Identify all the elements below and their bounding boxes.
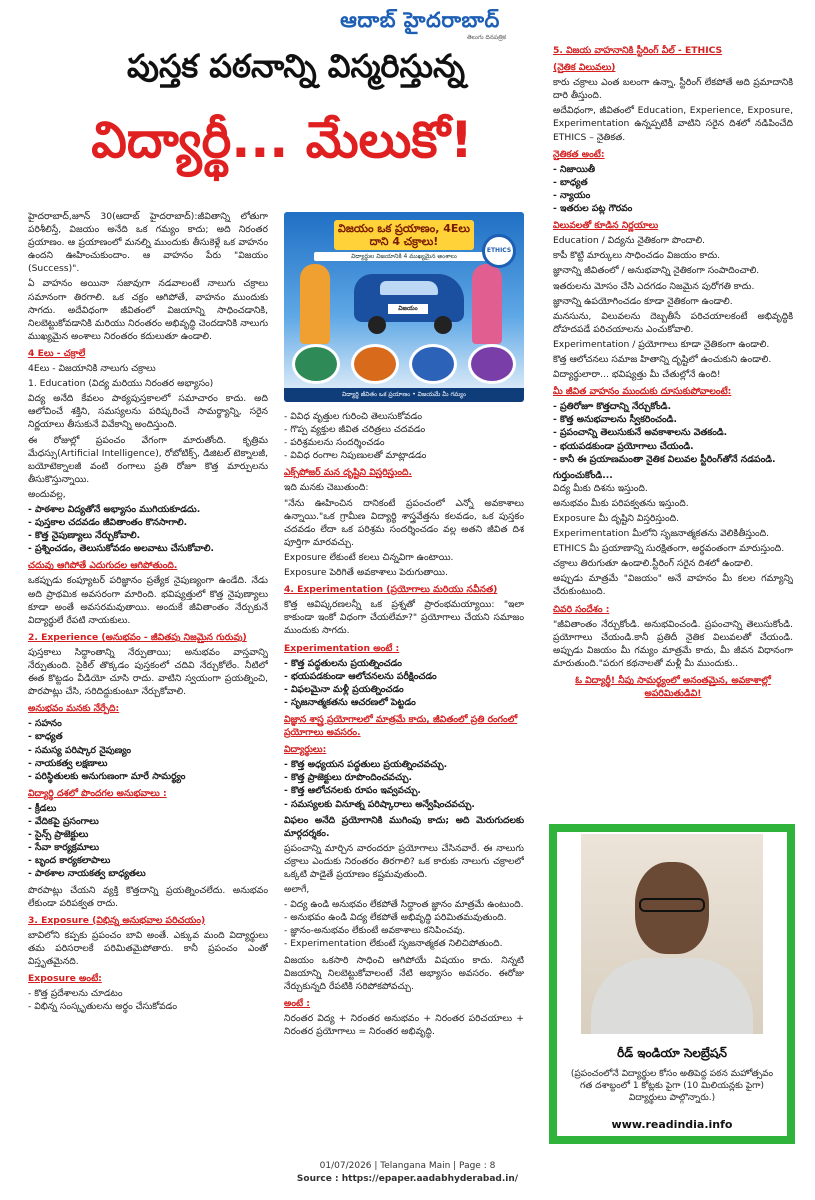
section-heading: చివరి సందేశం : bbox=[553, 603, 610, 615]
section-heading: 5. విజయ వాహనానికి స్టీరింగ్ వీల్ - ETHICS bbox=[553, 45, 723, 56]
list-item: - వేదికపై ప్రసంగాలు bbox=[28, 816, 99, 828]
closing-line: ఓ విద్యార్థీ! నీపు సామర్థ్యంలో అనంతమైన, అవకాశాల్లో అపరిమితుడివి! bbox=[575, 675, 771, 700]
list-item: - భయపడకుండా ఆలోచనలను పరీక్షించడం bbox=[284, 670, 437, 682]
section-heading: 3. Exposure (విభిన్న అనుభవాల పరిచయం) bbox=[28, 914, 206, 926]
author-photo bbox=[581, 834, 763, 1034]
list-item: - కొత్త అధ్యయన పద్ధతులు ప్రయత్నించవచ్చు. bbox=[284, 759, 448, 771]
bullet-list bbox=[284, 898, 524, 950]
list-item: - క్రీడలు bbox=[28, 802, 57, 814]
list-item: - విభిన్న సంస్కృతులను అర్థం చేసుకోవడం bbox=[28, 1001, 177, 1013]
paragraph: Exposure మీ దృష్టిని విస్తరిస్తుంది. bbox=[553, 513, 680, 524]
author-profile-box bbox=[549, 824, 795, 1144]
paragraph: "జీవితాంతం నేర్చుకోండి. అనుభవించండి. ప్రపంచాన్ని తెలుసుకోండి. ప్రయోగాలు చేయండి.కానీ ప్రతిదీ నైతిక విలువలతో చేయండి. అప్పుడు విజయం మీ గమ్యం మాత్రమే కాదు, మీ జీవన విధానంగా మారుతుంది."పరుగ కథనాలతో మళ్లీ మీ ముందుకు.. bbox=[553, 618, 793, 669]
paragraph: కొత్త ఆవిష్కరణలన్నీ ఒక ప్రశ్నతో ప్రారంభమయ్యాయి: "ఇలా కాకుండా ఇంకో విధంగా చేయలేమా?" ప్రయోగాలు చేయని సమాజం ముందుకు సాగదు. bbox=[284, 599, 524, 637]
list-item: - కొత్త ప్రాజెక్టులు రూపొందించవచ్చు. bbox=[284, 772, 412, 784]
section-heading: విద్యార్థులు: bbox=[284, 744, 327, 756]
section-heading: 2. Experience (అనుభవం - జీవితపు నిజమైన గురువు) bbox=[28, 631, 247, 643]
list-item: - Experimentation లేకుంటే సృజనాత్మకత నిలిచిపోతుంది. bbox=[284, 938, 503, 950]
paragraph: Experimentation / ప్రయోగాలు కూడా నైతికంగా ఉండాలి. bbox=[553, 338, 770, 350]
paragraph: ప్రపంచాన్ని మార్చిన వారందరూ ప్రయోగాలు చేసినవారే. ఈ నాలుగు చక్రాలు ఎందుకు నిరంతరం తిరగాలి? ఒక కారుకు నాలుగు చక్రాలలో ఒక్కటి పాడైతే ప్రయాణం కష్టమవుతుంది. bbox=[284, 842, 524, 880]
paragraph: పుస్తకాలు సిద్ధాంతాన్ని నేర్పుతాయి; అనుభవం వాస్తవాన్ని నేర్పుతుంది. సైకిల్ తొక్కడం పుస్తకంలో చదివి నేర్చుకోలేం. నీటిలో ఈత కొట్టడం వీడియో చూసి రాదు. వాటిని స్వయంగా ప్రయత్నించి, పొరపాట్లు చేసి, సరిదిద్దుకుంటూ నేర్చుకోవాలి. bbox=[28, 646, 268, 698]
infographic-subtitle: విద్యార్థుల విజయానికి 4 ముఖ్యమైన అంశాలు bbox=[314, 252, 494, 261]
list-item: - వివిధ వృత్తుల గురించి తెలుసుకోవడం bbox=[284, 411, 423, 422]
paragraph: విద్య మీకు దిశను ఇస్తుంది. bbox=[553, 482, 648, 494]
kicker-heading: పుస్తక పఠనాన్ని విస్మరిస్తున్న bbox=[127, 47, 465, 85]
infographic-image bbox=[284, 212, 524, 402]
author-shirt bbox=[591, 958, 753, 1034]
car-icon bbox=[354, 274, 464, 322]
paragraph: విఫలం అనేది ప్రయోగానికి ముగింపు కాదు; అది మెరుగుదలకు మార్గదర్శకం. bbox=[284, 814, 524, 839]
list-item: - పుస్తకాల చదవడం జీవితాంతం కొనసాగాలి. bbox=[28, 517, 188, 529]
spectacles-icon bbox=[639, 898, 705, 912]
section-heading: నైతికత అంటే: bbox=[553, 148, 605, 160]
profile-description: (ప్రపంచంలోనే విద్యార్థుల కోసం అతిపెద్ద పఠన మహోత్సవం గత దశాబ్దంలో 1 కోట్లకు పైగా (10 మిలియన్లకు పైగా) విద్యార్థులు పాల్గొన్నారు.) bbox=[570, 1069, 774, 1103]
bullet-list bbox=[553, 400, 793, 465]
paragraph: బావిలోని కప్పకు ప్రపంచం బావి అంతే. ఎక్కువ మంది విద్యార్థులు తమ పరిసరాలకే పరిమితమైపోతారు. కానీ ప్రపంచం ఎంతో విస్తృతమైనది. bbox=[28, 929, 268, 967]
list-item: - సైన్స్ ప్రాజెక్టులు bbox=[28, 829, 89, 841]
list-item: - బాధ్యత bbox=[553, 176, 588, 188]
list-item: - పాఠశాల నాయకత్వ బాధ్యతలు bbox=[28, 868, 146, 880]
list-item: - సమస్య పరిష్కార నైపుణ్యం bbox=[28, 744, 132, 756]
page-footer bbox=[0, 1160, 815, 1186]
list-item: - గొప్ప వ్యక్తుల జీవిత చరిత్రలు చదవడం bbox=[284, 424, 426, 436]
list-item: - సృజనాత్మకతను ఆచరణలో పెట్టడం bbox=[284, 696, 416, 708]
paragraph: కాపీ కొట్టి మార్కులు సాధించడం విజయం కాదు. bbox=[553, 250, 721, 262]
intro-paragraph: హైదరాబాద్,జూన్ 30(ఆదాబ్ హైదరాబాద్):జీవితాన్ని లోతుగా పరిశీలిస్తే, విజయం అనేది ఒక గమ్యం కాదు; అది నిరంతర ప్రయాణం. ఆ ప్రయాణంలో మనల్ని ముందుకు తీసుకెళ్లే ఒక వాహనం ఉందని ఊహించుకుందాం. ఆ వాహనం పేరు "విజయం (Success)". bbox=[28, 211, 268, 275]
footer-source-link[interactable]: Source : https://epaper.aadabhyderabad.in/ bbox=[296, 1174, 519, 1184]
bullet-list bbox=[28, 503, 268, 555]
list-item: - సేవా కార్యక్రమాలు bbox=[28, 842, 100, 854]
section-heading: అనుభవం మనకు నేర్పేది: bbox=[28, 703, 120, 715]
wheel-icon bbox=[434, 316, 452, 334]
paragraph: Exposure లేకుంటే కలలు చిన్నవిగా ఉంటాయి. bbox=[284, 551, 454, 563]
paragraph: కారు చక్రాలు ఎంత బలంగా ఉన్నా, స్టీరింగ్ లేకపోతే అది ప్రమాదానికి దారి తీస్తుంది. bbox=[553, 77, 793, 102]
experimentation-wheel-icon bbox=[468, 344, 516, 384]
section-heading: విద్యార్థి దశలో పొందగల అనుభవాలు : bbox=[28, 787, 167, 799]
list-item: - ప్రపంచాన్ని తెలుసుకునే అవకాశాలను వెతకండి. bbox=[553, 427, 728, 439]
paragraph: విజయం ఒకసారి సాధించి ఆగిపోయే విషయం కాదు. నిన్నటి విజయాన్ని నిలబెట్టుకోవాలంటే నేటి అభ్యాసం అవసరం. ఈరోజు నేర్చుకున్నది రేపటికి సరిపోకపోవచ్చు. bbox=[284, 954, 524, 992]
list-item: - సహనం bbox=[28, 718, 62, 730]
bullet-list bbox=[553, 163, 793, 215]
section-heading: అంటే : bbox=[284, 997, 310, 1009]
list-item: - నిజాయితీ bbox=[553, 163, 596, 175]
list-item: - ప్రశ్నించడం, తెలుసుకోవడం అలవాటు చేసుకోవాలి. bbox=[28, 543, 214, 555]
paragraph: Experimentation మీలోని సృజనాత్మకతను వెలికితీస్తుంది. bbox=[553, 528, 770, 540]
paragraph: ఇది మనకు చెబుతుంది: bbox=[284, 482, 369, 494]
list-item: - పరిశ్రమలను సందర్శించడం bbox=[284, 437, 385, 449]
masthead bbox=[330, 6, 510, 46]
list-item: - న్యాయం bbox=[553, 189, 591, 201]
student-girl-figure bbox=[472, 264, 502, 344]
infographic-footer: విద్యార్థి జీవితం ఒక ప్రయాణం • విజయమే మీ గమ్యం bbox=[284, 388, 524, 402]
list-item: - పాఠశాల విద్యతోనే అభ్యాసం ముగియకూడదు. bbox=[28, 503, 201, 515]
paragraph: చక్రాలు తిరుగుతూ ఉండాలి.స్టీరింగ్ సరైన దిశలో ఉండాలి. bbox=[553, 558, 754, 570]
list-item: - భయపడకుండా ప్రయోగాలు చేయండి. bbox=[553, 440, 694, 452]
paragraph: విద్యార్థులారా... భవిష్యత్తు మీ చేతుల్లోనే ఉంది! bbox=[553, 369, 721, 381]
bullet-list bbox=[284, 657, 524, 709]
list-item: - కొత్త నైపుణ్యాలు నేర్చుకోవాలి. bbox=[28, 530, 141, 542]
list-item: - కొత్త పద్ధతులను ప్రయత్నించడం bbox=[284, 657, 402, 669]
bullet-list bbox=[28, 987, 268, 1013]
section-heading: విలువలతో కూడిన నిర్ణయాలు bbox=[553, 220, 659, 232]
section-heading: 4. Experimentation (ప్రయోగాలు మరియు నవీనత) bbox=[284, 584, 498, 596]
bullet-list bbox=[28, 717, 268, 782]
paragraph: అందువల్ల, bbox=[28, 488, 66, 500]
list-item: - కానీ ఈ ప్రయాణమంతా నైతిక విలువల స్టీరింగ్‌తోనే నడపండి. bbox=[553, 453, 776, 465]
paragraph: కొత్త ఆలోచనలు సమాజ హితాన్ని దృష్టిలో ఉంచుకుని ఉండాలి. bbox=[553, 353, 772, 365]
section-heading: 4 Eలు - చక్రాలే bbox=[28, 347, 86, 359]
list-item: - పరిస్థితులకు అనుగుణంగా మారే సామర్థ్యం bbox=[28, 770, 186, 782]
paragraph: జ్ఞానాన్ని ఉపయోగించడం కూడా నైతికంగా ఉండాలి. bbox=[553, 295, 733, 307]
article-column-2 bbox=[284, 410, 524, 1145]
newspaper-logo: ఆదాబ్ హైదరాబాద్ bbox=[340, 8, 500, 32]
paragraph: ఒకప్పుడు కంప్యూటర్ పరిజ్ఞానం ప్రత్యేక నైపుణ్యంగా ఉండేది. నేడు అది ప్రాథమిక అవసరంగా మారింది. భవిష్యత్తులో కొత్త నైపుణ్యాలు కూడా అంతే అవసరమవుతాయి. అందుకే జీవితాంతం నేర్చుకునే విద్యార్థులే రేపటి నాయకులు. bbox=[28, 575, 268, 626]
steering-wheel-icon: ETHICS bbox=[482, 234, 516, 268]
paragraph: ETHICS మీ ప్రయాణాన్ని సురక్షితంగా, అర్థవంతంగా మారుస్తుంది. bbox=[553, 543, 785, 555]
paragraph: ఏ వాహనం అయినా సజావుగా నడవాలంటే నాలుగు చక్రాలు సమానంగా తిరగాలి. ఒక చక్రం ఆగిపోతే, వాహనం ముందుకు సాగదు. అదేవిధంగా జీవితంలో విజయాన్ని సాధించడానికి, నిలబెట్టుకోవడానికి మరియు నిరంతరం అభివృద్ధి చెందడానికి నాలుగు ముఖ్యమైన అంశాలు నిరంతరం కదులుతూ ఉండాలి. bbox=[28, 278, 268, 342]
list-item: - ఇతరుల పట్ల గౌరవం bbox=[553, 203, 633, 215]
list-item: - జ్ఞానం-అనుభవం లేకుంటే అవకాశాలు కనిపించవు. bbox=[284, 925, 466, 937]
four-wheels-row bbox=[292, 344, 516, 384]
list-item: - కొత్త ప్రదేశాలను చూడటం bbox=[28, 988, 123, 1000]
wheel-icon bbox=[368, 316, 386, 334]
paragraph: జ్ఞానాన్ని జీవితంలో / అనుభవాన్ని నైతికంగా సంపాదించాలి. bbox=[553, 265, 760, 277]
paragraph: 4Eలు - విజయానికి నాలుగు చక్రాలు bbox=[28, 363, 156, 375]
profile-website[interactable]: www.readindia.info bbox=[611, 1118, 733, 1131]
car-plate: విజయం bbox=[388, 304, 428, 314]
paragraph: విద్య అనేది కేవలం పాఠ్యపుస్తకాలలో సమాచారం కాదు. అది ఆలోచించే శక్తిని, సమస్యలను పరిష్కరించే సామర్థ్యాన్ని, సరైన నిర్ణయాలు తీసుకునే వివేకాన్ని అందిస్తుంది. bbox=[28, 393, 268, 431]
bullet-list bbox=[28, 802, 268, 881]
paragraph: నిరంతర విద్య + నిరంతర అనుభవం + నిరంతర పరిచయాలు + నిరంతర ప్రయోగాలు = నిరంతర అభివృద్ధి. bbox=[284, 1012, 524, 1038]
experience-wheel-icon bbox=[351, 344, 399, 384]
list-item: - నాయకత్వ లక్షణాలు bbox=[28, 757, 108, 769]
list-item: - విద్య ఉండి అనుభవం లేకపోతే సిద్ధాంత జ్ఞానం మాత్రమే ఉంటుంది. bbox=[284, 899, 524, 911]
education-wheel-icon bbox=[292, 344, 340, 384]
bullet-list bbox=[284, 758, 524, 810]
article-column-1 bbox=[28, 210, 268, 1145]
exposure-wheel-icon bbox=[409, 344, 457, 384]
car-window bbox=[380, 281, 438, 295]
footer-edition-info: 01/07/2026 | Telangana Main | Page : 8 bbox=[319, 1161, 496, 1171]
list-item: - ప్రతిరోజూ కొత్తదాన్ని నేర్చుకోండి. bbox=[553, 401, 672, 413]
subheading: గుర్తుంచుకోండి... bbox=[553, 469, 613, 481]
paragraph: 1. Education (విద్య మరియు నిరంతర అభ్యాసం) bbox=[28, 378, 214, 390]
paragraph: మనసును, విలువలను దెబ్బతీసే పరిచయాలకంటే అభివృద్ధికి దోహదపడే పరిచయాలను ఎంచుకోవాలి. bbox=[553, 310, 793, 335]
paragraph: అలాగే, bbox=[284, 884, 310, 896]
list-item: - బాధ్యత bbox=[28, 731, 63, 743]
list-item: - బృంద కార్యకలాపాలు bbox=[28, 855, 111, 867]
section-heading: Experimentation అంటే : bbox=[284, 642, 400, 654]
paragraph: ఇతరులను మోసం చేసి ఎదగడం నిజమైన పురోగతి కాదు. bbox=[553, 280, 755, 292]
paragraph: అనుభవం మీకు పరిపక్వతను ఇస్తుంది. bbox=[553, 497, 689, 509]
paragraph: Exposure పెరిగితే అవకాశాలు పెరుగుతాయి. bbox=[284, 567, 448, 579]
section-heading: విజ్ఞాన శాస్త్ర ప్రయోగాలలో మాత్రమే కాదు, జీవితంలో ప్రతి రంగంలో ప్రయోగాలు అవసరం. bbox=[284, 713, 518, 739]
list-item: - కొత్త అనుభవాలను స్వీకరించండి. bbox=[553, 414, 677, 426]
list-item: - వివిధ రంగాల నిపుణులతో మాట్లాడడం bbox=[284, 450, 427, 462]
newspaper-tagline: తెలుగు దినపత్రిక bbox=[466, 34, 506, 41]
paragraph: అదేవిధంగా, జీవితంలో Education, Experience, Exposure, Experimentation ఉన్నప్పటికీ వాటిని సరైన దిశలో నడిపించేది ETHICS – నైతికత. bbox=[553, 105, 793, 143]
main-headline: విద్యార్థీ... మేలుకో! bbox=[91, 111, 473, 169]
section-heading: ఎక్స్‌పోజర్ మన దృష్టిని విస్తరిస్తుంది. bbox=[284, 467, 412, 479]
section-heading: (నైతిక విలువలు) bbox=[553, 62, 616, 74]
paragraph: Education / విద్యను నైతికంగా పొందాలి. bbox=[553, 235, 705, 247]
section-heading: Exposure అంటే: bbox=[28, 973, 102, 985]
paragraph: ఈ రోజుల్లో ప్రపంచం వేగంగా మారుతోంది. కృత్రిమ మేధస్సు(Artificial Intelligence), రోబోటిక్స్, డిజిటల్ టెక్నాలజీ, బయోటెక్నాలజీ వంటి రంగాలు ప్రతి రోజూ కొత్త మార్పులను తీసుకొస్తున్నాయి. bbox=[28, 434, 268, 485]
infographic-title: విజయం ఒక ప్రయాణం, 4Eలు దాని 4 చక్రాలు! bbox=[334, 220, 474, 250]
list-item: - అనుభవం ఉండి విద్య లేకపోతే అభివృద్ధి పరిమితమవుతుంది. bbox=[284, 912, 507, 924]
paragraph: "నేను ఊహించిన దానికంటే ప్రపంచంలో ఎన్నో అవకాశాలు ఉన్నాయి."ఒక గ్రామీణ విద్యార్థి శాస్త్రవేత్తను కలవడం, ఒక పుస్తకం చదవడం లేదా ఒక పరిశ్రమ సందర్శించడం వల్ల అతని జీవిత దిశ పూర్తిగా మారవచ్చు. bbox=[284, 497, 524, 548]
list-item: - విఫలమైనా మళ్లీ ప్రయత్నించడం bbox=[284, 683, 404, 695]
list-item: - కొత్త ఆలోచనలకు రూపం ఇవ్వవచ్చు. bbox=[284, 785, 421, 797]
list-item: - సమస్యలకు వినూత్న పరిష్కారాలు అన్వేషించవచ్చు. bbox=[284, 798, 475, 810]
article-column-3 bbox=[553, 40, 793, 820]
section-heading: మీ జీవిత వాహనం ముందుకు దూసుకుపోవాలంటే: bbox=[553, 386, 732, 398]
paragraph: అప్పుడు మాత్రమే "విజయం" అనే వాహనం మీ కలల గమ్యాన్ని చేరుకుంటుంది. bbox=[553, 573, 793, 598]
profile-title: రీడ్ ఇండియా సెలబ్రేషన్ bbox=[617, 1046, 727, 1060]
paragraph: పొరపాట్లు చేయని వ్యక్తి కొత్తదాన్ని ప్రయత్నించలేదు. అనుభవం లేకుండా పరిపక్వత రాదు. bbox=[28, 884, 268, 909]
student-boy-figure bbox=[300, 264, 330, 344]
bullet-list bbox=[284, 410, 524, 462]
section-heading: చదువు ఆగిపోతే ఎదుగుదల ఆగిపోతుంది. bbox=[28, 560, 178, 572]
